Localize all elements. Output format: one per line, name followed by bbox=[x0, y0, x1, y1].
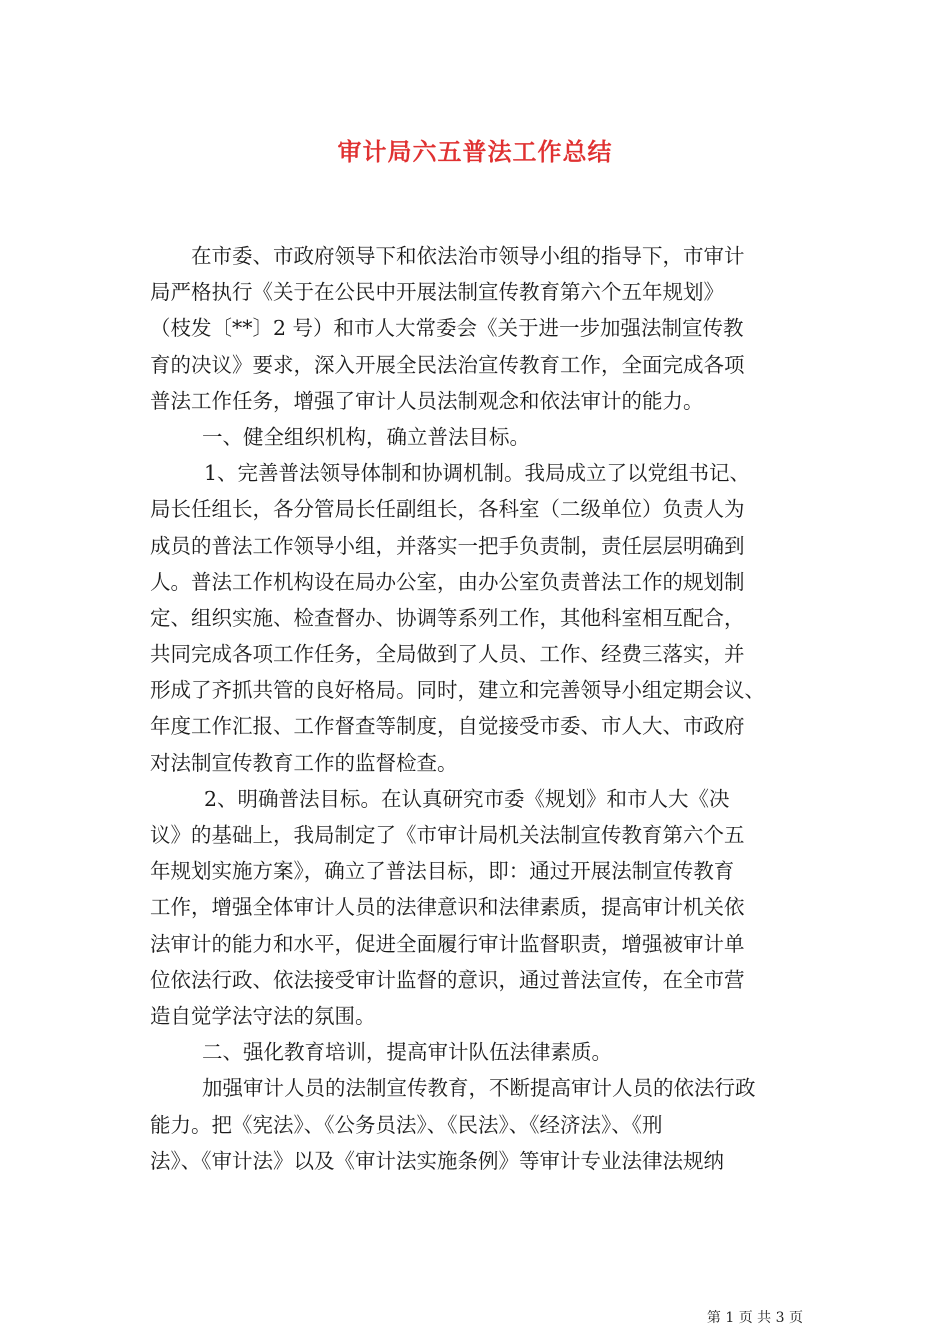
text-line: 议》的基础上，我局制定了《市审计局机关法制宣传教育第六个五 bbox=[150, 823, 745, 847]
text-line: 加强审计人员的法制宣传教育，不断提高审计人员的依法行政 bbox=[202, 1076, 756, 1101]
text-line: 年度工作汇报、工作督查等制度，自觉接受市委、市人大、市政府 bbox=[150, 714, 745, 739]
text-line: 法审计的能力和水平，促进全面履行审计监督职责，增强被审计单 bbox=[150, 931, 745, 956]
text-line: 成员的普法工作领导小组，并落实一把手负责制，责任层层明确到 bbox=[150, 533, 745, 558]
text-line: 育的决议》要求，深入开展全民法治宣传教育工作，全面完成各项 bbox=[150, 352, 745, 377]
text-line: 法》、《审计法》以及《审计法实施条例》等审计专业法律法规纳 bbox=[150, 1148, 724, 1173]
text-line: 在市委、市政府领导下和依法治市领导小组的指导下，市审计 bbox=[191, 244, 745, 268]
text-line: 局严格执行《关于在公民中开展法制宣传教育第六个五年规划》 bbox=[150, 280, 724, 305]
text-line: 2、明确普法目标。在认真研究市委《规划》和市人大《决 bbox=[204, 786, 730, 811]
text-line: 造自觉学法守法的氛围。 bbox=[150, 1003, 376, 1028]
text-line: 工作，增强全体审计人员的法律意识和法律素质，提高审计机关依 bbox=[150, 895, 745, 920]
text-line: 人。普法工作机构设在局办公室，由办公室负责普法工作的规划制 bbox=[150, 569, 745, 594]
text-line: 局长任组长，各分管局长任副组长，各科室（二级单位）负责人为 bbox=[150, 497, 745, 522]
document-body bbox=[150, 238, 802, 1179]
text-line: 位依法行政、依法接受审计监督的意识，通过普法宣传，在全市营 bbox=[150, 967, 745, 992]
text-line: （枝发〔**〕2 号）和市人大常委会《关于进一步加强法制宣传教 bbox=[150, 316, 744, 341]
text-line: 定、组织实施、检查督办、协调等系列工作，其他科室相互配合， bbox=[150, 605, 745, 630]
text-line: 普法工作任务，增强了审计人员法制观念和依法审计的能力。 bbox=[150, 388, 704, 413]
text-line: 年规划实施方案》，确立了普法目标，即：通过开展法制宣传教育 bbox=[150, 859, 735, 884]
text-line: 能力。把《宪法》、《公务员法》、《民法》、《经济法》、《刑 bbox=[150, 1112, 663, 1137]
text-line: 形成了齐抓共管的良好格局。同时，建立和完善领导小组定期会议、 bbox=[150, 678, 765, 703]
document-title: 审计局六五普法工作总结 bbox=[337, 137, 613, 166]
section-heading: 二、强化教育培训，提高审计队伍法律素质。 bbox=[202, 1040, 612, 1065]
text-line: 共同完成各项工作任务，全局做到了人员、工作、经费三落实，并 bbox=[150, 642, 745, 667]
text-line: 1、完善普法领导体制和协调机制。我局成立了以党组书记、 bbox=[204, 461, 751, 486]
page-footer: 第 1 页 共 3 页 bbox=[706, 1310, 803, 1326]
section-heading: 一、健全组织机构，确立普法目标。 bbox=[202, 424, 530, 449]
text-line: 对法制宣传教育工作的监督检查。 bbox=[150, 750, 458, 775]
